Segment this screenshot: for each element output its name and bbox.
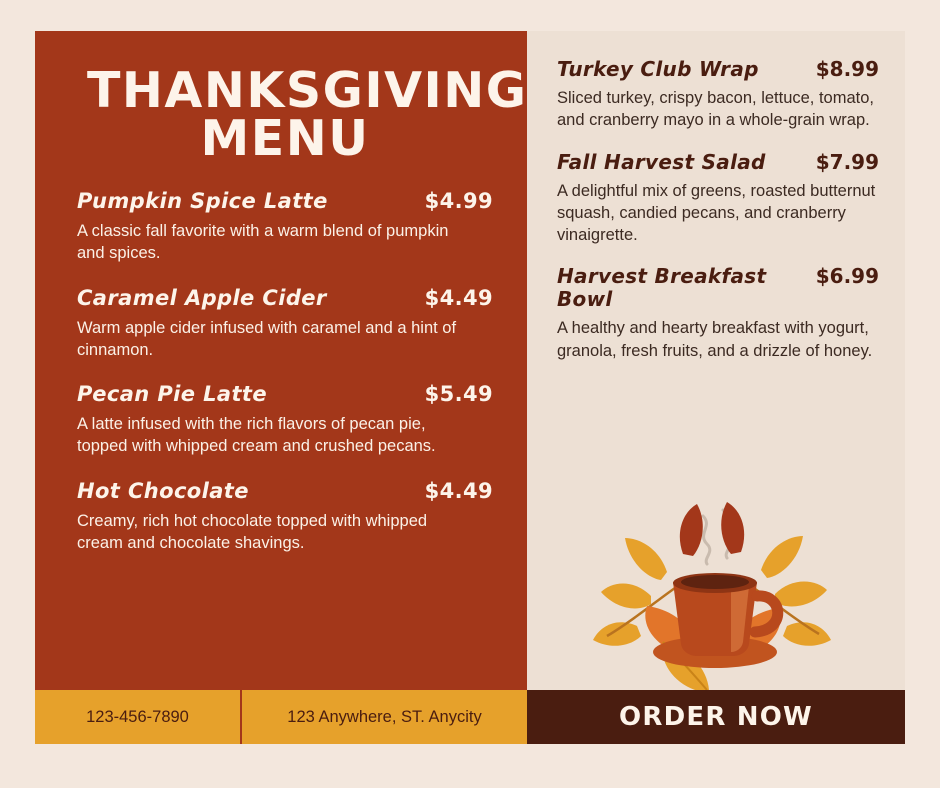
- item-name: Pecan Pie Latte: [77, 382, 267, 407]
- item-price: $5.49: [424, 382, 493, 407]
- item-header: [557, 264, 879, 311]
- item-description: A delightful mix of greens, roasted butternut squash, candied pecans, and cranberry vinaigrette.: [557, 181, 876, 245]
- item-name: Fall Harvest Salad: [557, 149, 766, 174]
- page-title-line1: THANKSGIVING: [87, 62, 528, 119]
- list-item: [557, 150, 879, 247]
- item-header: [557, 57, 879, 81]
- item-header: [77, 479, 493, 503]
- item-header: [77, 286, 493, 310]
- item-header: [77, 382, 493, 406]
- item-name: Caramel Apple Cider: [77, 285, 327, 310]
- list-item: [77, 382, 493, 458]
- list-item: [77, 286, 493, 362]
- list-item: [557, 264, 879, 362]
- order-now-button[interactable]: ORDER NOW: [527, 690, 905, 744]
- item-price: $8.99: [815, 57, 879, 81]
- item-description: Creamy, rich hot chocolate topped with whipped cream and chocolate shavings.: [77, 511, 428, 552]
- item-name: Harvest Breakfast Bowl: [557, 264, 767, 312]
- item-name: Pumpkin Spice Latte: [77, 189, 328, 214]
- item-price: $4.49: [424, 478, 493, 503]
- food-panel: [527, 31, 905, 690]
- menu-body: [35, 31, 905, 690]
- list-item: [77, 189, 493, 265]
- item-name: Hot Chocolate: [77, 478, 249, 503]
- item-price: $4.99: [424, 189, 493, 214]
- address[interactable]: 123 Anywhere, ST. Anycity: [242, 690, 527, 744]
- page-title-line2: MENU: [200, 110, 370, 168]
- item-description: Warm apple cider infused with caramel and a hint of cinnamon.: [77, 318, 457, 359]
- item-description: A classic fall favorite with a warm blend of pumpkin and spices.: [77, 222, 449, 263]
- drinks-list: [77, 189, 493, 554]
- item-header: [77, 189, 493, 213]
- item-description: A latte infused with the rich flavors of pecan pie, topped with whipped cream and crushed pecans.: [77, 415, 436, 456]
- item-description: Sliced turkey, crispy bacon, lettuce, tomato, and cranberry mayo in a whole-grain wrap.: [557, 89, 875, 130]
- hot-drink-leaves-illustration: [555, 476, 865, 690]
- item-price: $7.99: [815, 149, 879, 174]
- item-header: [557, 150, 879, 174]
- drinks-panel: [35, 31, 527, 690]
- item-name: Turkey Club Wrap: [557, 57, 759, 81]
- item-price: $6.99: [815, 264, 879, 289]
- list-item: [557, 57, 879, 132]
- footer-bar: [35, 690, 905, 744]
- page-title: [77, 62, 528, 168]
- phone-number[interactable]: 123-456-7890: [35, 690, 242, 744]
- item-description: A healthy and hearty breakfast with yogurt, granola, fresh fruits, and a drizzle of honey.: [557, 319, 873, 360]
- menu-poster: [35, 31, 905, 744]
- list-item: [77, 479, 493, 555]
- item-price: $4.49: [424, 285, 493, 310]
